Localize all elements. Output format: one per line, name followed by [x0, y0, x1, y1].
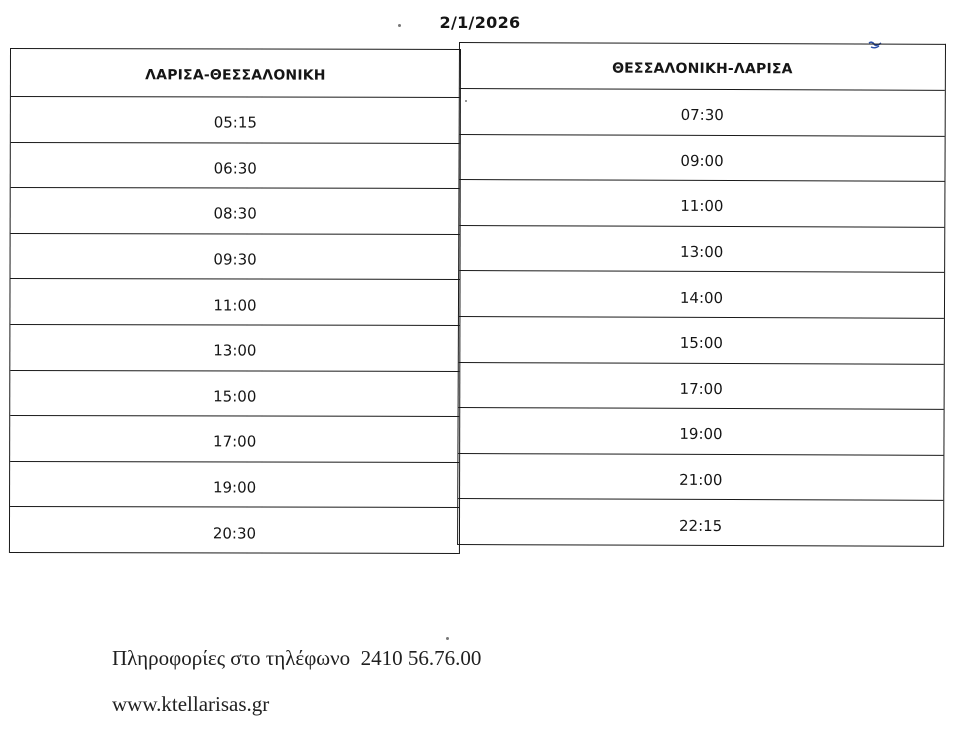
departure-time: 13:00	[10, 325, 459, 372]
timetable-column-larisa-thessaloniki	[9, 48, 461, 554]
departure-time: 20:30	[10, 507, 459, 554]
website-link[interactable]: www.ktellarisas.gr	[112, 692, 270, 716]
departure-time: 11:00	[459, 180, 944, 227]
departure-time: 17:00	[459, 363, 944, 410]
departure-time: 21:00	[458, 454, 943, 501]
timetable-column-thessaloniki-larisa	[457, 42, 946, 547]
departure-time: 19:00	[458, 408, 943, 455]
departure-time: 09:00	[459, 135, 944, 182]
column-header-larisa-thessaloniki: ΛΑΡΙΣΑ-ΘΕΣΣΑΛΟΝΙΚΗ	[11, 49, 460, 98]
column-header-thessaloniki-larisa: ΘΕΣΣΑΛΟΝΙΚΗ-ΛΑΡΙΣΑ	[460, 43, 945, 91]
departure-time: 07:30	[460, 89, 945, 136]
departure-time: 06:30	[11, 143, 460, 190]
departure-time: 14:00	[459, 271, 944, 318]
scan-speck	[398, 24, 401, 27]
scan-speck	[446, 637, 449, 640]
departure-time: 08:30	[11, 188, 460, 235]
date-heading: 2/1/2026	[439, 13, 521, 32]
departure-time: 15:00	[10, 371, 459, 418]
departure-time: 19:00	[10, 462, 459, 509]
departure-time: 09:30	[11, 234, 460, 281]
departure-time: 22:15	[458, 499, 943, 546]
departure-time: 15:00	[459, 317, 944, 364]
departure-time: 05:15	[11, 97, 460, 144]
phone-info: Πληροφορίες στο τηλέφωνο 2410 56.76.00	[112, 646, 482, 670]
departure-time: 11:00	[10, 279, 459, 326]
departure-time: 13:00	[459, 226, 944, 273]
departure-time: 17:00	[10, 416, 459, 463]
